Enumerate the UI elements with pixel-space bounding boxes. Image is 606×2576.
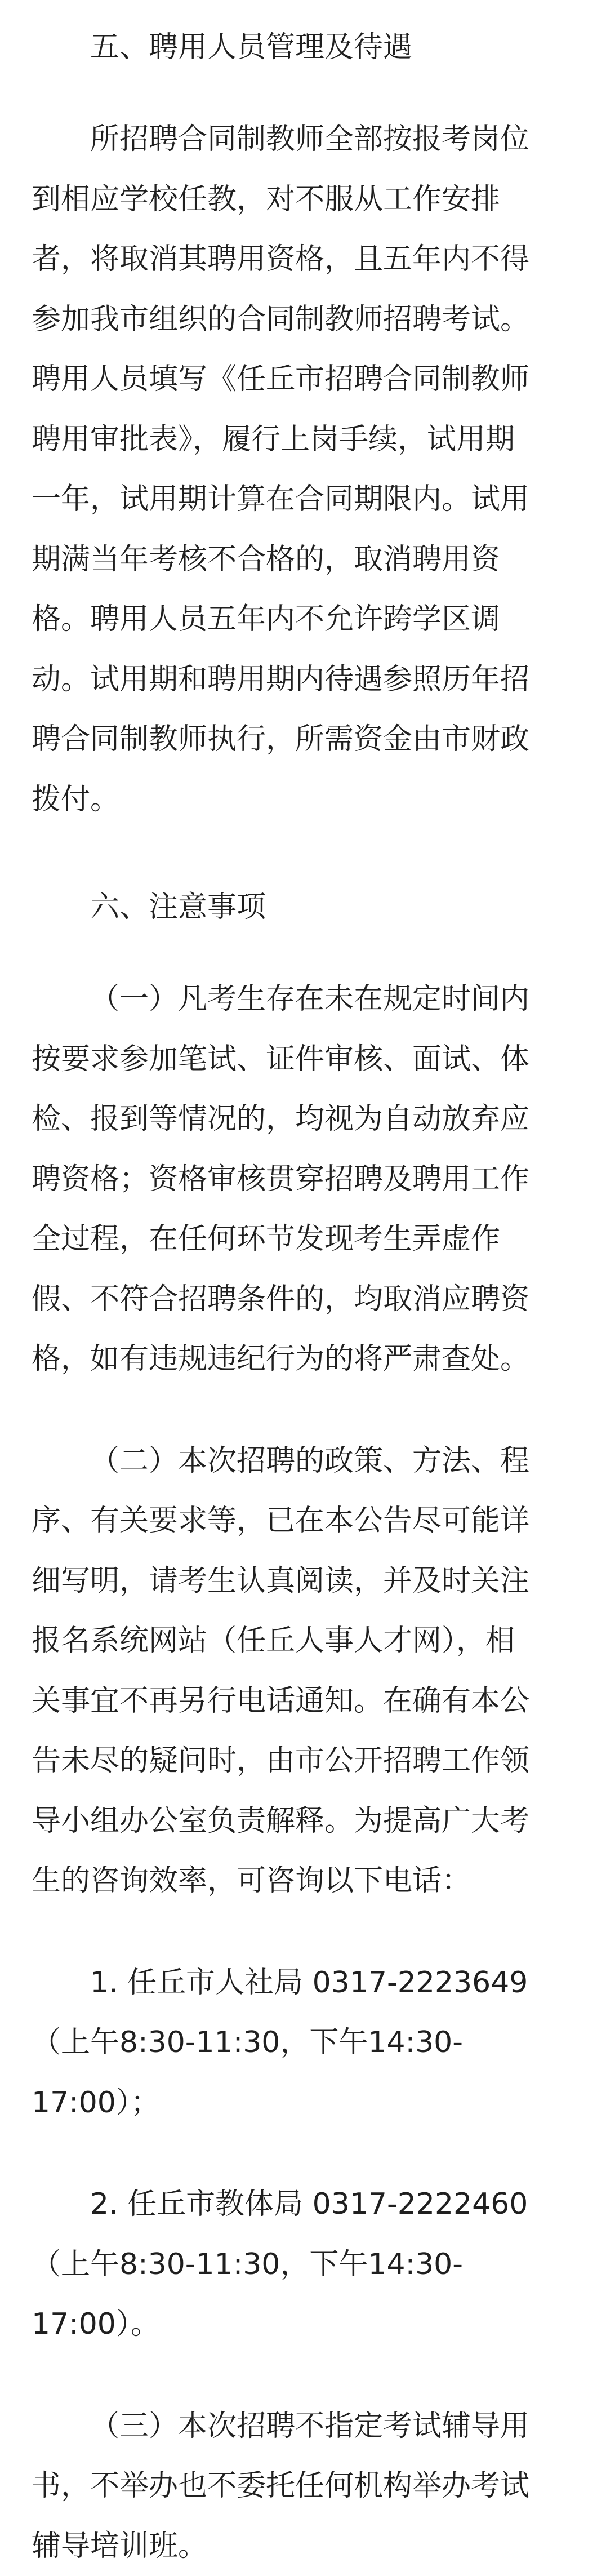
notice-item-one: （一）凡考生存在未在规定时间内 按要求参加笔试、证件审核、面试、体 检、报到等情况的，均视为自动放弃应 聘资格；资格审核贯穿招聘及聘用工作 全过程，在任何环节发现考生弄虚作 假、不符合招聘条件的，均取消应聘资 格，如有违规违纪行为的将严肃查处。: [32, 969, 579, 1389]
section-five-title: 五、聘用人员管理及待遇: [32, 23, 579, 72]
notice-item-two: （二）本次招聘的政策、方法、程 序、有关要求等，已在本公告尽可能详 细写明，请考生认真阅读，并及时关注 报名系统网站（任丘人事人才网），相 关事宜不再另行电话通知。在确有本公 告未尽的疑问时，由市公开招聘工作领 导小组办公室负责解释。为提高广大考 生的咨询效率，可咨询以下电话：: [32, 1431, 579, 1911]
article: [32, 23, 579, 2576]
notice-item-three: （三）本次招聘不指定考试辅导用 书，不举办也不委托任何机构举办考试 辅导培训班。: [32, 2396, 579, 2576]
phone-contact-education: 2. 任丘市教体局 0317-2222460 （上午8:30-11:30，下午14:30- 17:00）。: [32, 2174, 579, 2355]
section-six-title: 六、注意事项: [32, 882, 579, 932]
phone-contact-hrss: 1. 任丘市人社局 0317-2223649 （上午8:30-11:30，下午14:30- 17:00）；: [32, 1953, 579, 2133]
section-five-body: 所招聘合同制教师全部按报考岗位 到相应学校任教，对不服从工作安排 者，将取消其聘用资格，且五年内不得 参加我市组织的合同制教师招聘考试。 聘用人员填写《任丘市招聘合同制教师 聘用审批表》，履行上岗手续，试用期 一年，试用期计算在合同期限内。试用 期满当年考核不合格的，取消聘用资 格。聘用人员五年内不允许跨学区调 动。试用期和聘用期内待遇参照历年招 聘合同制教师执行，所需资金由市财政 拨付。: [32, 109, 579, 829]
